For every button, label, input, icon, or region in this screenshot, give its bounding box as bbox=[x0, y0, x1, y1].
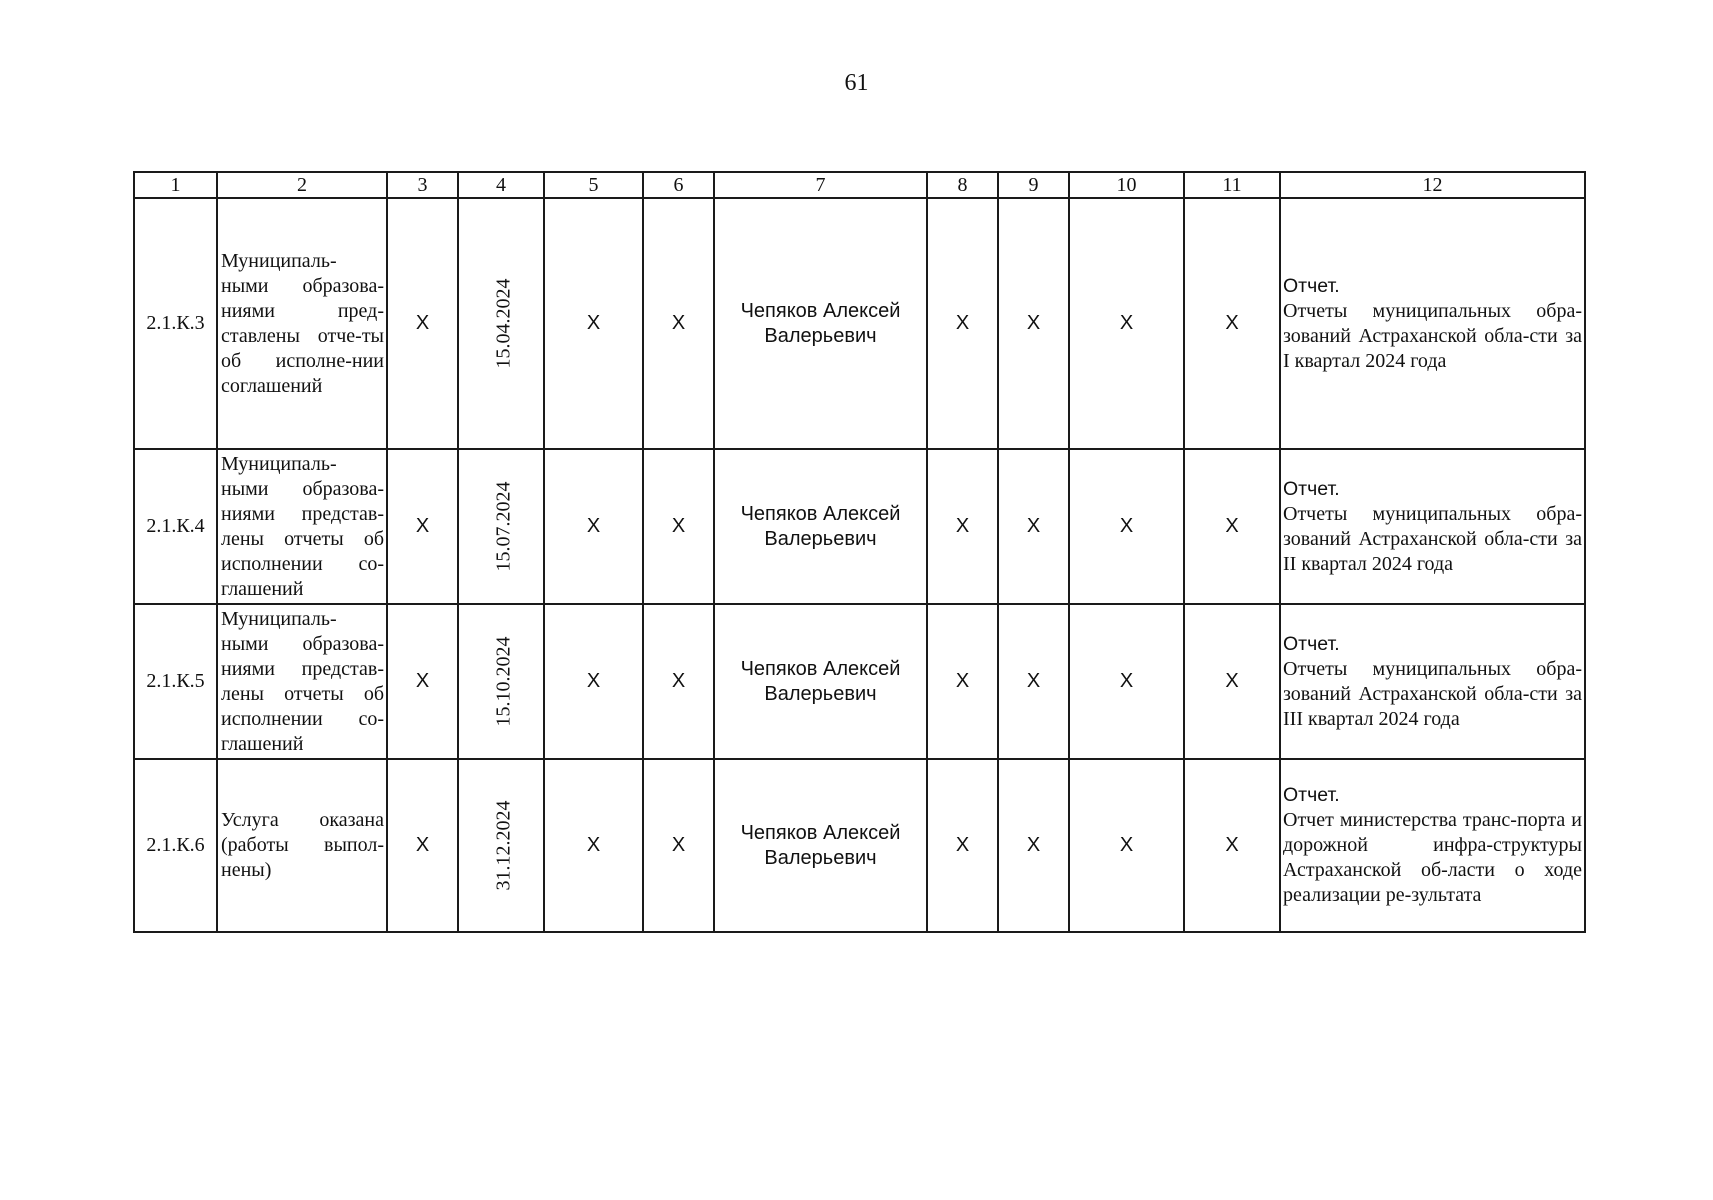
cell-x: X bbox=[1184, 198, 1280, 449]
cell-x: X bbox=[1184, 759, 1280, 932]
cell-x: X bbox=[927, 198, 998, 449]
row-responsible: Чепяков Алексей Валерьевич bbox=[714, 759, 927, 932]
row-report bbox=[1280, 449, 1585, 604]
header-cell: 1 bbox=[134, 172, 217, 198]
row-responsible: Чепяков Алексей Валерьевич bbox=[714, 198, 927, 449]
table-row bbox=[134, 759, 1585, 932]
header-cell: 10 bbox=[1069, 172, 1184, 198]
row-description: Муниципаль-ными образова-ниями представ-лены отчеты об исполнении со-глашений bbox=[217, 449, 387, 604]
cell-x: X bbox=[643, 198, 714, 449]
cell-x: X bbox=[387, 604, 458, 759]
header-cell: 3 bbox=[387, 172, 458, 198]
report-title: Отчет. bbox=[1283, 632, 1340, 655]
row-date: 31.12.2024 bbox=[492, 800, 515, 891]
row-date: 15.04.2024 bbox=[492, 278, 515, 369]
cell-x: X bbox=[544, 198, 643, 449]
row-code: 2.1.К.4 bbox=[134, 449, 217, 604]
header-cell: 12 bbox=[1280, 172, 1585, 198]
page-number: 61 bbox=[844, 70, 869, 96]
report-title: Отчет. bbox=[1283, 477, 1340, 500]
cell-x: X bbox=[1069, 759, 1184, 932]
cell-x: X bbox=[544, 604, 643, 759]
cell-x: X bbox=[998, 198, 1069, 449]
cell-x: X bbox=[1069, 449, 1184, 604]
report-title: Отчет. bbox=[1283, 274, 1340, 297]
cell-x: X bbox=[927, 449, 998, 604]
cell-x: X bbox=[387, 198, 458, 449]
cell-x: X bbox=[643, 759, 714, 932]
header-cell: 6 bbox=[643, 172, 714, 198]
report-body: Отчеты муниципальных обра-зований Астраханской обла-сти за II квартал 2024 года bbox=[1283, 502, 1582, 575]
cell-x: X bbox=[1069, 604, 1184, 759]
row-description: Услуга оказана (работы выпол-нены) bbox=[217, 759, 387, 932]
cell-x: X bbox=[927, 604, 998, 759]
cell-x: X bbox=[1184, 449, 1280, 604]
cell-x: X bbox=[387, 449, 458, 604]
table-row bbox=[134, 604, 1585, 759]
row-date-cell bbox=[458, 449, 544, 604]
cell-x: X bbox=[643, 604, 714, 759]
cell-x: X bbox=[643, 449, 714, 604]
table-row bbox=[134, 198, 1585, 449]
header-cell: 9 bbox=[998, 172, 1069, 198]
report-body: Отчеты муниципальных обра-зований Астраханской обла-сти за I квартал 2024 года bbox=[1283, 299, 1582, 372]
header-cell: 8 bbox=[927, 172, 998, 198]
row-report bbox=[1280, 604, 1585, 759]
row-responsible: Чепяков Алексей Валерьевич bbox=[714, 449, 927, 604]
row-code: 2.1.К.6 bbox=[134, 759, 217, 932]
report-title: Отчет. bbox=[1283, 784, 1340, 806]
row-report bbox=[1280, 198, 1585, 449]
control-points-table bbox=[133, 171, 1586, 933]
row-date: 15.07.2024 bbox=[492, 481, 515, 572]
cell-x: X bbox=[927, 759, 998, 932]
row-description: Муниципаль-ными образова-ниями представ-лены отчеты об исполнении со-глашений bbox=[217, 604, 387, 759]
cell-x: X bbox=[1069, 198, 1184, 449]
cell-x: X bbox=[387, 759, 458, 932]
row-date-cell bbox=[458, 198, 544, 449]
row-responsible: Чепяков Алексей Валерьевич bbox=[714, 604, 927, 759]
row-description: Муниципаль-ными образова-ниями пред-ставлены отче-ты об исполне-нии соглашений bbox=[217, 198, 387, 449]
header-cell: 4 bbox=[458, 172, 544, 198]
row-code: 2.1.К.5 bbox=[134, 604, 217, 759]
cell-x: X bbox=[544, 759, 643, 932]
cell-x: X bbox=[1184, 604, 1280, 759]
row-date-cell bbox=[458, 759, 544, 932]
cell-x: X bbox=[998, 604, 1069, 759]
cell-x: X bbox=[998, 759, 1069, 932]
header-cell: 5 bbox=[544, 172, 643, 198]
report-body: Отчет министерства транс-порта и дорожной инфра-структуры Астраханской об-ласти о ходе реализации ре-зультата bbox=[1283, 809, 1582, 906]
cell-x: X bbox=[544, 449, 643, 604]
header-cell: 7 bbox=[714, 172, 927, 198]
table-row bbox=[134, 449, 1585, 604]
cell-x: X bbox=[998, 449, 1069, 604]
row-date-cell bbox=[458, 604, 544, 759]
row-date: 15.10.2024 bbox=[492, 636, 515, 727]
report-body: Отчеты муниципальных обра-зований Астраханской обла-сти за III квартал 2024 года bbox=[1283, 657, 1582, 730]
header-cell: 2 bbox=[217, 172, 387, 198]
row-report bbox=[1280, 759, 1585, 932]
header-row bbox=[134, 172, 1585, 198]
row-code: 2.1.К.3 bbox=[134, 198, 217, 449]
header-cell: 11 bbox=[1184, 172, 1280, 198]
